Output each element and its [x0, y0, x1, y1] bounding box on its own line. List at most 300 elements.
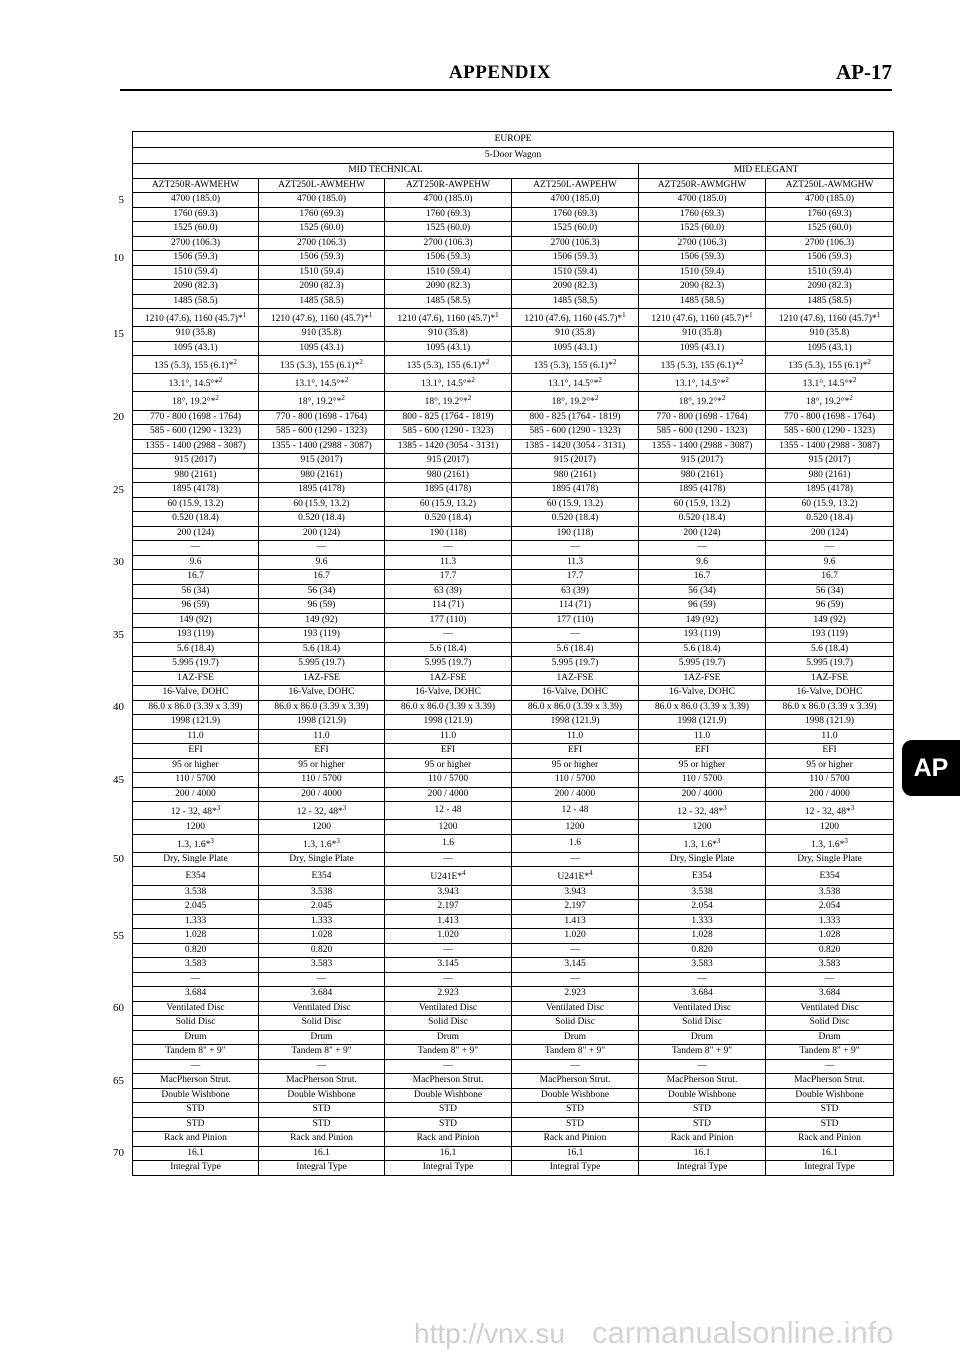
table-cell: MacPherson Strut.	[512, 1074, 639, 1089]
table-row	[133, 628, 894, 643]
table-cell: 2090 (82.3)	[385, 280, 512, 295]
table-cell: 980 (2161)	[385, 468, 512, 483]
table-cell: 110 / 5700	[385, 773, 512, 788]
table-cell: E354	[766, 867, 894, 885]
table-cell: 3.684	[133, 987, 259, 1002]
table-cell: Solid Disc	[259, 1016, 385, 1031]
table-cell: 5.6 (18.4)	[133, 642, 259, 657]
table-cell: 18°, 19.2°*$^2$	[766, 392, 894, 410]
line-number: 35	[113, 628, 124, 641]
table-cell: STD	[766, 1117, 894, 1132]
table-row	[133, 929, 894, 944]
table-cell: 1760 (69.3)	[512, 207, 639, 222]
table-cell: 96 (59)	[259, 599, 385, 614]
table-cell: 3.583	[259, 958, 385, 973]
table-cell: 1.413	[385, 914, 512, 929]
table-cell: 3.583	[133, 958, 259, 973]
table-cell: 1998 (121.9)	[133, 715, 259, 730]
table-cell: U241E*$^4$	[385, 867, 512, 885]
table-row	[133, 758, 894, 773]
table-cell: 11.0	[259, 729, 385, 744]
table-cell: 2.923	[512, 987, 639, 1002]
table-cell: —	[385, 541, 512, 556]
table-cell: 1895 (4178)	[385, 483, 512, 498]
table-row	[133, 802, 894, 820]
table-cell: STD	[512, 1117, 639, 1132]
table-cell: 1.3, 1.6*$^3$	[766, 834, 894, 852]
table-cell: 1760 (69.3)	[639, 207, 766, 222]
table-cell: 1095 (43.1)	[766, 341, 894, 356]
table-row	[133, 1117, 894, 1132]
table-cell: 1525 (60.0)	[133, 222, 259, 237]
table-cell: 11.3	[385, 555, 512, 570]
table-cell: 16.1	[385, 1146, 512, 1161]
table-cell: 3.145	[385, 958, 512, 973]
table-cell: 1.028	[259, 929, 385, 944]
table-cell: 135 (5.3), 155 (6.1)*$^2$	[639, 356, 766, 374]
table-cell: 585 - 600 (1290 - 1323)	[133, 425, 259, 440]
table-cell: Solid Disc	[512, 1016, 639, 1031]
header-rule	[120, 89, 892, 91]
table-cell: 56 (34)	[766, 584, 894, 599]
table-cell: Drum	[259, 1030, 385, 1045]
table-cell: 2700 (106.3)	[133, 236, 259, 251]
table-cell: 910 (35.8)	[385, 327, 512, 342]
table-row	[133, 1103, 894, 1118]
table-cell: 0.820	[259, 943, 385, 958]
table-cell: Dry, Single Plate	[639, 852, 766, 867]
table-cell: 915 (2017)	[639, 454, 766, 469]
table-row	[133, 773, 894, 788]
table-cell: 193 (119)	[766, 628, 894, 643]
line-number: 20	[113, 411, 124, 424]
table-cell: 11.0	[385, 729, 512, 744]
table-cell: 149 (92)	[766, 613, 894, 628]
table-cell: E354	[133, 867, 259, 885]
model-header: AZT250R-AWMEHW	[133, 178, 259, 193]
table-row	[133, 1030, 894, 1045]
table-row	[133, 236, 894, 251]
table-cell: 5.6 (18.4)	[512, 642, 639, 657]
table-cell: 1.333	[259, 914, 385, 929]
table-cell: 585 - 600 (1290 - 1323)	[639, 425, 766, 440]
model-header: AZT250L-AWPEHW	[512, 178, 639, 193]
table-cell: 1485 (58.5)	[639, 294, 766, 309]
table-cell: 1895 (4178)	[639, 483, 766, 498]
table-cell: 5.6 (18.4)	[259, 642, 385, 657]
table-row	[133, 584, 894, 599]
table-cell: 915 (2017)	[512, 454, 639, 469]
table-cell: 200 / 4000	[385, 787, 512, 802]
table-cell: 1998 (121.9)	[766, 715, 894, 730]
table-cell: 1510 (59.4)	[766, 265, 894, 280]
table-cell: EFI	[639, 744, 766, 759]
line-number: 60	[113, 1002, 124, 1015]
table-row	[133, 309, 894, 327]
table-row	[133, 374, 894, 392]
table-cell: Dry, Single Plate	[766, 852, 894, 867]
table-cell: 16.7	[639, 570, 766, 585]
line-number: 30	[113, 556, 124, 569]
table-cell: —	[766, 541, 894, 556]
appendix-tab[interactable]: AP	[902, 740, 960, 796]
table-cell: 177 (110)	[385, 613, 512, 628]
table-row	[133, 820, 894, 835]
table-cell: 60 (15.9, 13.2)	[512, 497, 639, 512]
table-cell: 910 (35.8)	[259, 327, 385, 342]
region-header: EUROPE	[133, 132, 894, 148]
table-cell: 980 (2161)	[259, 468, 385, 483]
table-cell: 16.7	[133, 570, 259, 585]
table-cell: Integral Type	[385, 1161, 512, 1176]
table-cell: 2.054	[639, 900, 766, 915]
table-cell: 1200	[133, 820, 259, 835]
table-cell: 96 (59)	[133, 599, 259, 614]
table-cell: 18°, 19.2°*$^2$	[385, 392, 512, 410]
table-cell: —	[766, 1059, 894, 1074]
table-cell: —	[385, 943, 512, 958]
table-cell: Double Wishbone	[766, 1088, 894, 1103]
table-cell: STD	[639, 1103, 766, 1118]
table-cell: 16-Valve, DOHC	[133, 686, 259, 701]
table-cell: 1485 (58.5)	[385, 294, 512, 309]
table-cell: 149 (92)	[639, 613, 766, 628]
table-cell: 95 or higher	[259, 758, 385, 773]
table-cell: 4700 (185.0)	[385, 193, 512, 208]
table-cell: 1355 - 1400 (2988 - 3087)	[766, 439, 894, 454]
table-row	[133, 570, 894, 585]
table-cell: 800 - 825 (1764 - 1819)	[512, 410, 639, 425]
table-cell: —	[133, 541, 259, 556]
line-number: 10	[113, 251, 124, 264]
table-cell: 4700 (185.0)	[766, 193, 894, 208]
table-cell: 1895 (4178)	[133, 483, 259, 498]
table-cell: 1AZ-FSE	[133, 671, 259, 686]
table-cell: 2.197	[512, 900, 639, 915]
table-cell: 2700 (106.3)	[766, 236, 894, 251]
table-cell: 1506 (59.3)	[639, 251, 766, 266]
table-cell: 18°, 19.2°*$^2$	[259, 392, 385, 410]
table-cell: 13.1°, 14.5°*$^2$	[766, 374, 894, 392]
table-cell: 0.520 (18.4)	[512, 512, 639, 527]
table-cell: Drum	[133, 1030, 259, 1045]
table-cell: 910 (35.8)	[639, 327, 766, 342]
table-row	[133, 356, 894, 374]
table-cell: 1760 (69.3)	[385, 207, 512, 222]
table-cell: 16.1	[133, 1146, 259, 1161]
table-cell: Integral Type	[512, 1161, 639, 1176]
table-cell: 1506 (59.3)	[512, 251, 639, 266]
table-row	[133, 1161, 894, 1176]
table-cell: MacPherson Strut.	[133, 1074, 259, 1089]
table-cell: —	[385, 972, 512, 987]
table-cell: 86.0 x 86.0 (3.39 x 3.39)	[766, 700, 894, 715]
table-cell: Drum	[766, 1030, 894, 1045]
table-cell: Rack and Pinion	[259, 1132, 385, 1147]
table-cell: EFI	[512, 744, 639, 759]
table-cell: 1760 (69.3)	[766, 207, 894, 222]
table-cell: 1998 (121.9)	[639, 715, 766, 730]
table-cell: 2700 (106.3)	[385, 236, 512, 251]
table-cell: 5.6 (18.4)	[385, 642, 512, 657]
table-cell: 0.520 (18.4)	[639, 512, 766, 527]
table-cell: 193 (119)	[259, 628, 385, 643]
table-cell: EFI	[766, 744, 894, 759]
table-cell: 9.6	[133, 555, 259, 570]
table-cell: 3.684	[639, 987, 766, 1002]
table-cell: 770 - 800 (1698 - 1764)	[639, 410, 766, 425]
table-cell: —	[639, 1059, 766, 1074]
table-cell: 1506 (59.3)	[133, 251, 259, 266]
table-cell: 1.6	[385, 834, 512, 852]
table-cell: 0.820	[766, 943, 894, 958]
table-cell: 177 (110)	[512, 613, 639, 628]
table-cell: 11.0	[766, 729, 894, 744]
table-row	[133, 265, 894, 280]
table-cell: 135 (5.3), 155 (6.1)*$^2$	[385, 356, 512, 374]
page-title: APPENDIX	[448, 62, 552, 83]
table-cell: STD	[259, 1117, 385, 1132]
table-cell: 200 / 4000	[766, 787, 894, 802]
table-cell: 13.1°, 14.5°*$^2$	[385, 374, 512, 392]
table-cell: 135 (5.3), 155 (6.1)*$^2$	[259, 356, 385, 374]
table-cell: STD	[133, 1103, 259, 1118]
table-cell: 1525 (60.0)	[385, 222, 512, 237]
table-cell: 16.1	[259, 1146, 385, 1161]
table-cell: 1506 (59.3)	[259, 251, 385, 266]
table-cell: 4700 (185.0)	[512, 193, 639, 208]
table-cell: STD	[766, 1103, 894, 1118]
table-cell: —	[639, 541, 766, 556]
table-cell: MacPherson Strut.	[639, 1074, 766, 1089]
table-cell: 18°, 19.2°*$^2$	[133, 392, 259, 410]
table-cell: Ventilated Disc	[639, 1001, 766, 1016]
table-cell: 980 (2161)	[639, 468, 766, 483]
table-cell: Ventilated Disc	[385, 1001, 512, 1016]
table-cell: 16.1	[639, 1146, 766, 1161]
table-cell: 5.995 (19.7)	[259, 657, 385, 672]
table-cell: 1.333	[639, 914, 766, 929]
table-cell: 13.1°, 14.5°*$^2$	[133, 374, 259, 392]
table-cell: 1200	[259, 820, 385, 835]
table-cell: Double Wishbone	[259, 1088, 385, 1103]
table-row	[133, 1059, 894, 1074]
table-cell: 86.0 x 86.0 (3.39 x 3.39)	[259, 700, 385, 715]
grade-header-mid-elegant: MID ELEGANT	[639, 164, 894, 179]
table-cell: 110 / 5700	[639, 773, 766, 788]
table-cell: Integral Type	[766, 1161, 894, 1176]
table-row	[133, 987, 894, 1002]
table-cell: 56 (34)	[259, 584, 385, 599]
table-cell: 13.1°, 14.5°*$^2$	[512, 374, 639, 392]
table-cell: 17.7	[512, 570, 639, 585]
table-cell: 1.6	[512, 834, 639, 852]
table-cell: Tandem 8" + 9"	[766, 1045, 894, 1060]
table-row	[133, 744, 894, 759]
table-cell: 2090 (82.3)	[766, 280, 894, 295]
model-header: AZT250L-AWMGHW	[766, 178, 894, 193]
table-cell: 2700 (106.3)	[259, 236, 385, 251]
table-cell: —	[259, 541, 385, 556]
table-row	[133, 541, 894, 556]
table-cell: 3.538	[639, 885, 766, 900]
table-cell: 16-Valve, DOHC	[512, 686, 639, 701]
grade-header-mid-technical: MID TECHNICAL	[133, 164, 639, 179]
table-row	[133, 294, 894, 309]
table-cell: 2700 (106.3)	[639, 236, 766, 251]
table-cell: 13.1°, 14.5°*$^2$	[639, 374, 766, 392]
specifications-table	[132, 131, 894, 1176]
table-cell: 13.1°, 14.5°*$^2$	[259, 374, 385, 392]
table-cell: 2090 (82.3)	[639, 280, 766, 295]
table-cell: 200 / 4000	[639, 787, 766, 802]
table-cell: 1525 (60.0)	[512, 222, 639, 237]
table-cell: 1095 (43.1)	[512, 341, 639, 356]
table-row	[133, 222, 894, 237]
table-cell: 11.0	[133, 729, 259, 744]
table-cell: 63 (39)	[385, 584, 512, 599]
table-cell: 5.6 (18.4)	[639, 642, 766, 657]
table-row	[133, 787, 894, 802]
table-cell: Rack and Pinion	[512, 1132, 639, 1147]
line-number: 15	[113, 327, 124, 340]
table-cell: Dry, Single Plate	[259, 852, 385, 867]
table-cell: 3.583	[639, 958, 766, 973]
table-cell: 1.333	[133, 914, 259, 929]
table-cell: 16.1	[512, 1146, 639, 1161]
table-cell: 770 - 800 (1698 - 1764)	[766, 410, 894, 425]
table-row	[133, 657, 894, 672]
table-cell: —	[512, 541, 639, 556]
table-cell: EFI	[133, 744, 259, 759]
table-cell: Tandem 8" + 9"	[259, 1045, 385, 1060]
table-cell: 3.145	[512, 958, 639, 973]
table-row	[133, 193, 894, 208]
table-cell: 200 / 4000	[133, 787, 259, 802]
table-cell: Tandem 8" + 9"	[639, 1045, 766, 1060]
table-cell: 9.6	[259, 555, 385, 570]
table-cell: STD	[259, 1103, 385, 1118]
line-number: 70	[113, 1147, 124, 1160]
table-cell: STD	[385, 1117, 512, 1132]
table-cell: 4700 (185.0)	[133, 193, 259, 208]
table-cell: Double Wishbone	[512, 1088, 639, 1103]
table-cell: —	[259, 972, 385, 987]
table-cell: 135 (5.3), 155 (6.1)*$^2$	[766, 356, 894, 374]
table-cell: 1510 (59.4)	[512, 265, 639, 280]
table-cell: E354	[259, 867, 385, 885]
table-cell: Dry, Single Plate	[133, 852, 259, 867]
table-cell: 60 (15.9, 13.2)	[259, 497, 385, 512]
table-cell: 4700 (185.0)	[259, 193, 385, 208]
table-cell: 1895 (4178)	[259, 483, 385, 498]
table-cell: 86.0 x 86.0 (3.39 x 3.39)	[133, 700, 259, 715]
table-cell: —	[133, 1059, 259, 1074]
table-cell: 11.0	[639, 729, 766, 744]
table-cell: 915 (2017)	[385, 454, 512, 469]
table-row	[133, 729, 894, 744]
table-cell: 1210 (47.6), 1160 (45.7)*$^1$	[133, 309, 259, 327]
table-cell: 800 - 825 (1764 - 1819)	[385, 410, 512, 425]
table-cell: 1895 (4178)	[512, 483, 639, 498]
table-cell: 63 (39)	[512, 584, 639, 599]
table-cell: Ventilated Disc	[259, 1001, 385, 1016]
table-cell: 1385 - 1420 (3054 - 3131)	[385, 439, 512, 454]
table-cell: 585 - 600 (1290 - 1323)	[766, 425, 894, 440]
table-cell: 1.413	[512, 914, 639, 929]
table-cell: 1095 (43.1)	[385, 341, 512, 356]
table-row	[133, 1074, 894, 1089]
table-cell: 2090 (82.3)	[259, 280, 385, 295]
table-cell: 1510 (59.4)	[133, 265, 259, 280]
body-type-header: 5-Door Wagon	[133, 148, 894, 164]
table-row	[133, 497, 894, 512]
table-cell: 1506 (59.3)	[385, 251, 512, 266]
table-cell: 9.6	[766, 555, 894, 570]
table-cell: 1AZ-FSE	[766, 671, 894, 686]
table-cell: 1095 (43.1)	[133, 341, 259, 356]
table-cell: 96 (59)	[766, 599, 894, 614]
table-cell: 1210 (47.6), 1160 (45.7)*$^1$	[639, 309, 766, 327]
table-cell: 1.028	[766, 929, 894, 944]
table-cell: 3.684	[766, 987, 894, 1002]
table-row	[133, 834, 894, 852]
table-row	[133, 972, 894, 987]
table-cell: 11.3	[512, 555, 639, 570]
table-cell: 1485 (58.5)	[512, 294, 639, 309]
table-row	[133, 715, 894, 730]
table-cell: 12 - 32, 48*$^3$	[259, 802, 385, 820]
table-cell: 1355 - 1400 (2988 - 3087)	[133, 439, 259, 454]
table-cell: 1.020	[385, 929, 512, 944]
table-cell: Double Wishbone	[133, 1088, 259, 1103]
table-row	[133, 468, 894, 483]
table-cell: Ventilated Disc	[133, 1001, 259, 1016]
table-cell: 585 - 600 (1290 - 1323)	[385, 425, 512, 440]
table-cell: Drum	[385, 1030, 512, 1045]
table-cell: 3.943	[385, 885, 512, 900]
table-cell: 1210 (47.6), 1160 (45.7)*$^1$	[385, 309, 512, 327]
table-cell: 585 - 600 (1290 - 1323)	[512, 425, 639, 440]
table-cell: 2.923	[385, 987, 512, 1002]
table-cell: 1525 (60.0)	[766, 222, 894, 237]
table-cell: Rack and Pinion	[133, 1132, 259, 1147]
table-cell: 980 (2161)	[766, 468, 894, 483]
table-row	[133, 1088, 894, 1103]
table-row	[133, 700, 894, 715]
table-cell: 60 (15.9, 13.2)	[385, 497, 512, 512]
table-cell: 5.995 (19.7)	[639, 657, 766, 672]
table-row	[133, 439, 894, 454]
table-row	[133, 914, 894, 929]
table-cell: —	[385, 1059, 512, 1074]
table-cell: 16.1	[766, 1146, 894, 1161]
table-cell: 12 - 48	[512, 802, 639, 820]
table-cell: MacPherson Strut.	[259, 1074, 385, 1089]
table-cell: 86.0 x 86.0 (3.39 x 3.39)	[512, 700, 639, 715]
table-cell: U241E*$^4$	[512, 867, 639, 885]
table-row	[133, 1001, 894, 1016]
table-row	[133, 1016, 894, 1031]
table-row	[133, 425, 894, 440]
table-cell: 1.3, 1.6*$^3$	[259, 834, 385, 852]
table-cell: Tandem 8" + 9"	[385, 1045, 512, 1060]
table-cell: 3.684	[259, 987, 385, 1002]
table-cell: 1AZ-FSE	[512, 671, 639, 686]
table-cell: MacPherson Strut.	[385, 1074, 512, 1089]
table-cell: 5.995 (19.7)	[133, 657, 259, 672]
table-cell: 3.538	[766, 885, 894, 900]
